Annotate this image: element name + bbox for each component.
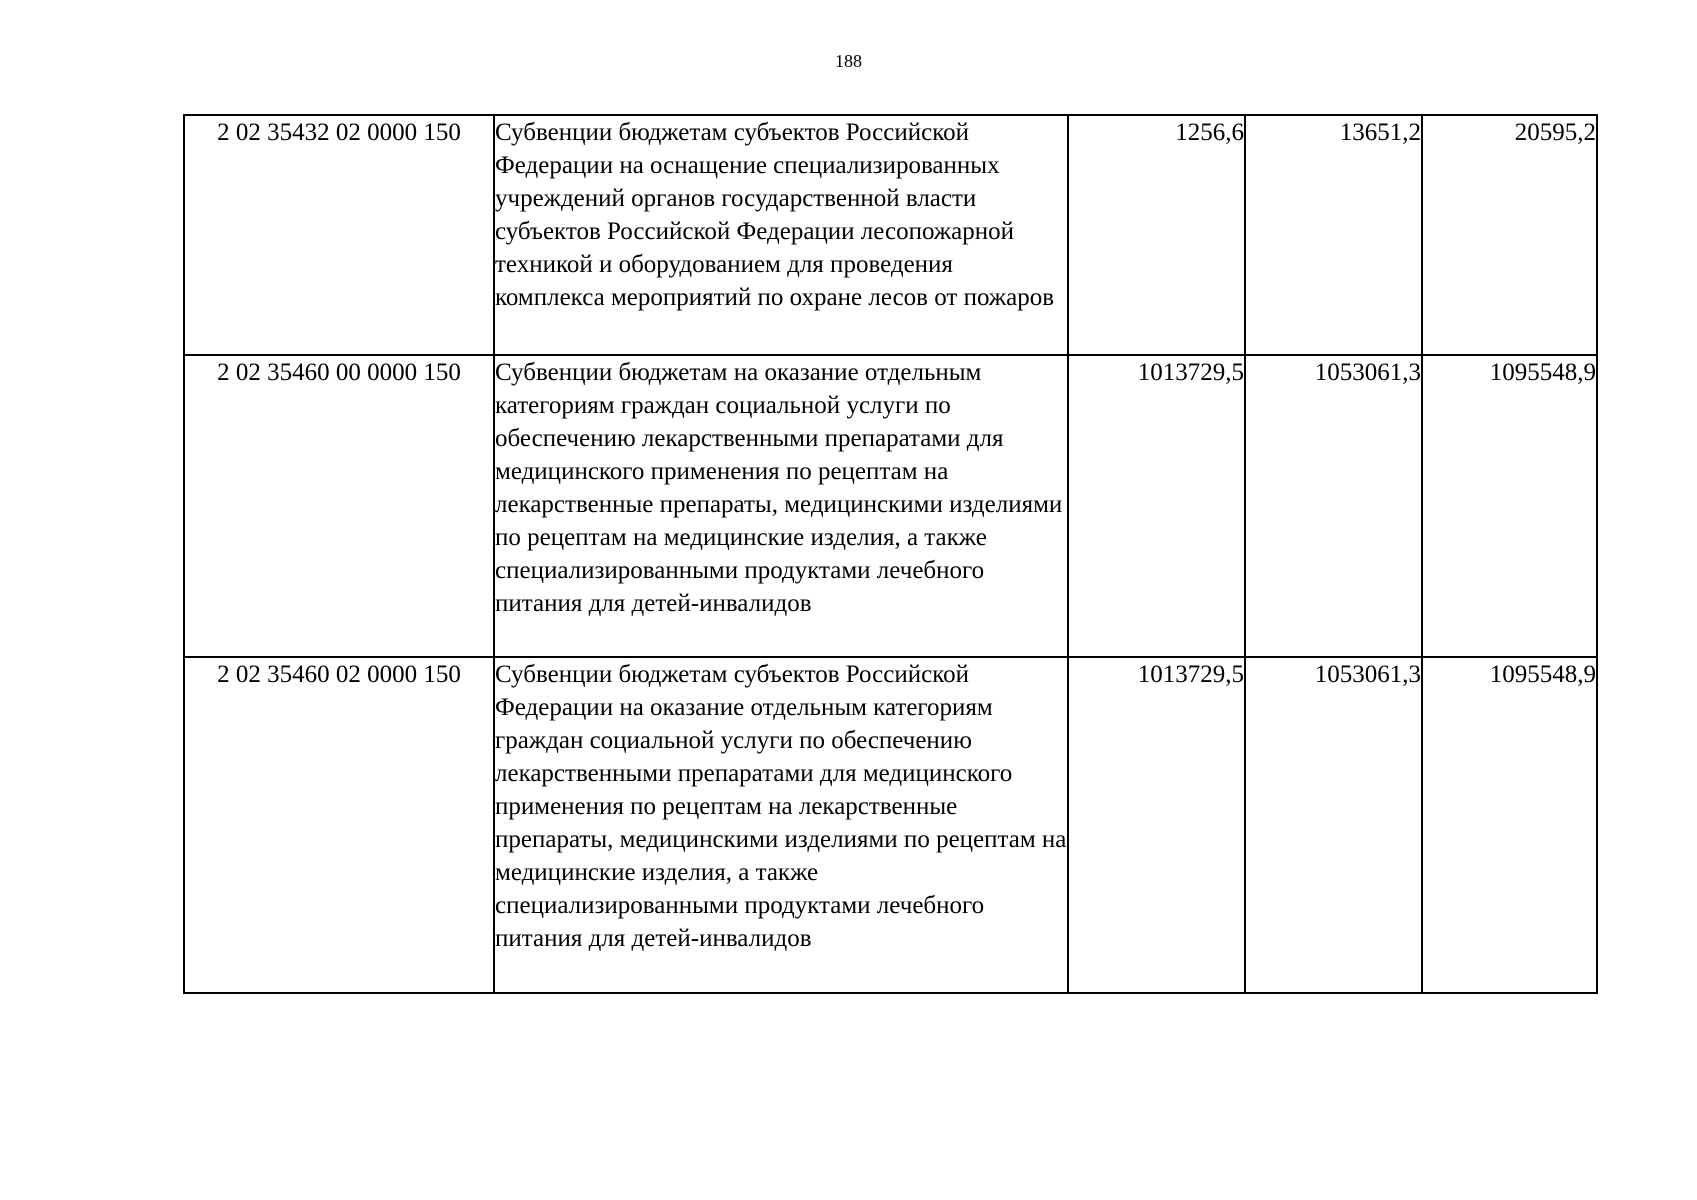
revenue-name-cell: Субвенции бюджетам на оказание отдельным категориям граждан социальной услуги по обеспечению лекарственными препаратами для медицинского применения по рецептам на лекарственные препараты, медицинскими изделиями по рецептам на медицинские изделия, а также специализированными продуктами лечебного питания для детей-инвалидов <box>494 355 1068 657</box>
amount-cell-2: 1053061,3 <box>1245 355 1422 657</box>
amount-cell-2: 1053061,3 <box>1245 657 1422 993</box>
table-row <box>184 115 1597 355</box>
amount-cell-1: 1013729,5 <box>1068 355 1245 657</box>
amount-cell-3: 20595,2 <box>1422 115 1597 355</box>
amount-cell-3: 1095548,9 <box>1422 355 1597 657</box>
budget-table <box>183 114 1598 994</box>
amount-cell-3: 1095548,9 <box>1422 657 1597 993</box>
amount-cell-2: 13651,2 <box>1245 115 1422 355</box>
amount-cell-1: 1256,6 <box>1068 115 1245 355</box>
page-number: 188 <box>835 51 862 71</box>
amount-cell-1: 1013729,5 <box>1068 657 1245 993</box>
revenue-code-cell: 2 02 35460 00 0000 150 <box>184 355 494 657</box>
revenue-name-cell: Субвенции бюджетам субъектов Российской Федерации на оказание отдельным категориям граждан социальной услуги по обеспечению лекарственными препаратами для медицинского применения по рецептам на лекарственные препараты, медицинскими изделиями по рецептам на медицинские изделия, а также специализированными продуктами лечебного питания для детей-инвалидов <box>494 657 1068 993</box>
table-row <box>184 657 1597 993</box>
revenue-code-cell: 2 02 35432 02 0000 150 <box>184 115 494 355</box>
table-row <box>184 355 1597 657</box>
revenue-code-cell: 2 02 35460 02 0000 150 <box>184 657 494 993</box>
revenue-name-cell: Субвенции бюджетам субъектов Российской Федерации на оснащение специализированных учреждений органов государственной власти субъектов Российской Федерации лесопожарной техникой и оборудованием для проведения комплекса мероприятий по охране лесов от пожаров <box>494 115 1068 355</box>
